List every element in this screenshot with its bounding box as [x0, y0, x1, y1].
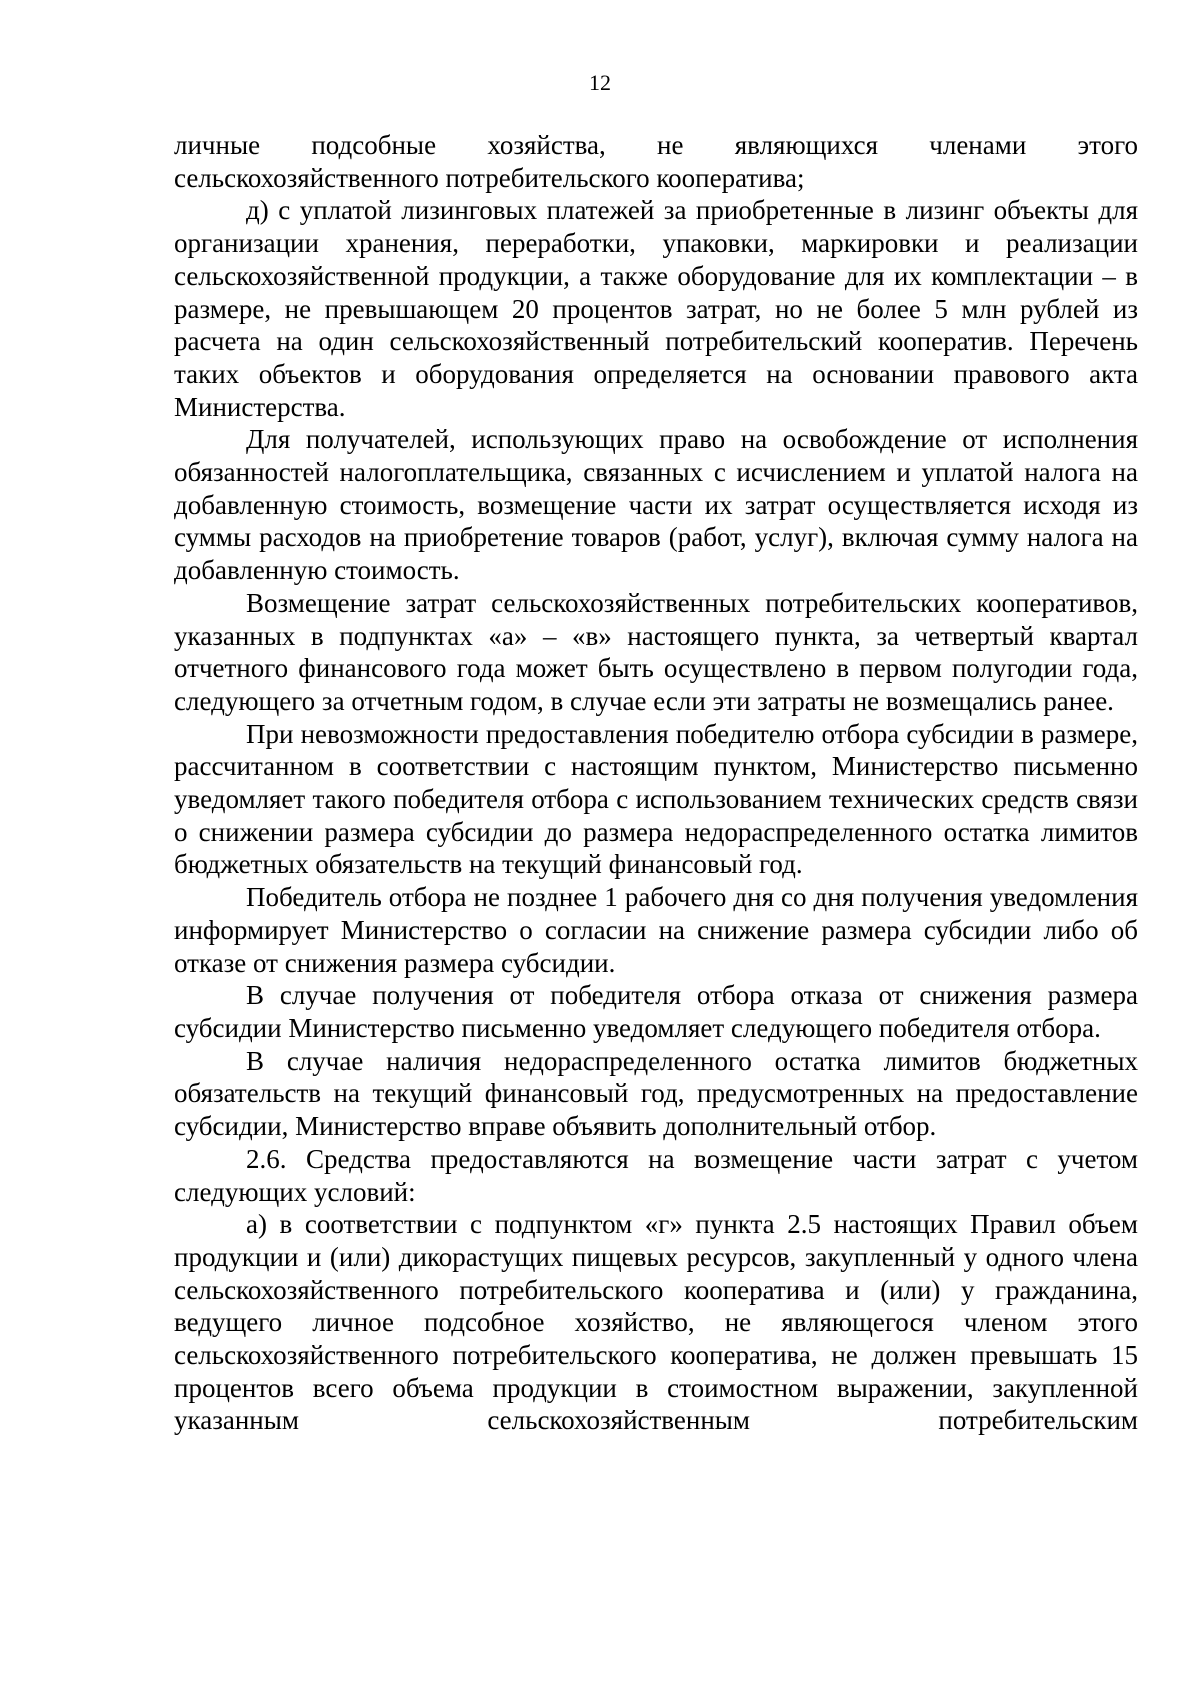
- page-number: 12: [589, 70, 611, 95]
- paragraph-section-2-6: 2.6. Средства предоставляются на возмещение части затрат с учетом следующих условий:: [174, 1143, 1138, 1207]
- paragraph-subitem-d: д) с уплатой лизинговых платежей за приобретенные в лизинг объекты для организации хранения, переработки, упаковки, маркировки и реализации сельскохозяйственной продукции, а также оборудование для их комплектации – в размере, не превышающем 20 процентов затрат, но не более 5 млн рублей из расчета на один сельскохозяйственный потребительский кооператив. Перечень таких объектов и оборудования определяется на основании правового акта Министерства.: [174, 195, 1138, 422]
- document-body: [174, 129, 1138, 1437]
- paragraph-subsidy-reduction: При невозможности предоставления победителю отбора субсидии в размере, рассчитанном в соответствии с настоящим пунктом, Министерство письменно уведомляет такого победителя отбора с использованием технических средств связи о снижении размера субсидии до размера недораспределенного остатка лимитов бюджетных обязательств на текущий финансовый год.: [174, 718, 1138, 880]
- paragraph-additional-selection: В случае наличия недораспределенного остатка лимитов бюджетных обязательств на текущий финансовый год, предусмотренных на предоставление субсидии, Министерство вправе объявить дополнительный отбор.: [174, 1045, 1138, 1142]
- paragraph-q4-reimbursement: Возмещение затрат сельскохозяйственных потребительских кооперативов, указанных в подпунктах «а» – «в» настоящего пункта, за четвертый квартал отчетного финансового года может быть осуществлено в первом полугодии года, следующего за отчетным годом, в случае если эти затраты не возмещались ранее.: [174, 587, 1138, 716]
- paragraph-continuation: личные подсобные хозяйства, не являющихся членами этого сельскохозяйственного потребительского кооператива;: [174, 130, 1138, 193]
- paragraph-subitem-a: а) в соответствии с подпунктом «г» пункта 2.5 настоящих Правил объем продукции и (или) дикорастущих пищевых ресурсов, закупленный у одного члена сельскохозяйственного потребительского кооператива и (или) у гражданина, ведущего личное подсобное хозяйство, не являющегося членом этого сельскохозяйственного потребительского кооператива, не должен превышать 15 процентов всего объема продукции в стоимостном выражении, закупленной указанным сельскохозяйственным потребительским: [174, 1209, 1138, 1436]
- paragraph-refusal-notice: В случае получения от победителя отбора отказа от снижения размера субсидии Министерство письменно уведомляет следующего победителя отбора.: [174, 980, 1138, 1043]
- paragraph-winner-response: Победитель отбора не позднее 1 рабочего дня со дня получения уведомления информирует Министерство о согласии на снижение размера субсидии либо об отказе от снижения размера субсидии.: [174, 882, 1138, 978]
- paragraph-vat-exemption: Для получателей, использующих право на освобождение от исполнения обязанностей налогоплательщика, связанных с исчислением и уплатой налога на добавленную стоимость, возмещение части их затрат осуществляется исходя из суммы расходов на приобретение товаров (работ, услуг), включая сумму налога на добавленную стоимость.: [174, 424, 1138, 586]
